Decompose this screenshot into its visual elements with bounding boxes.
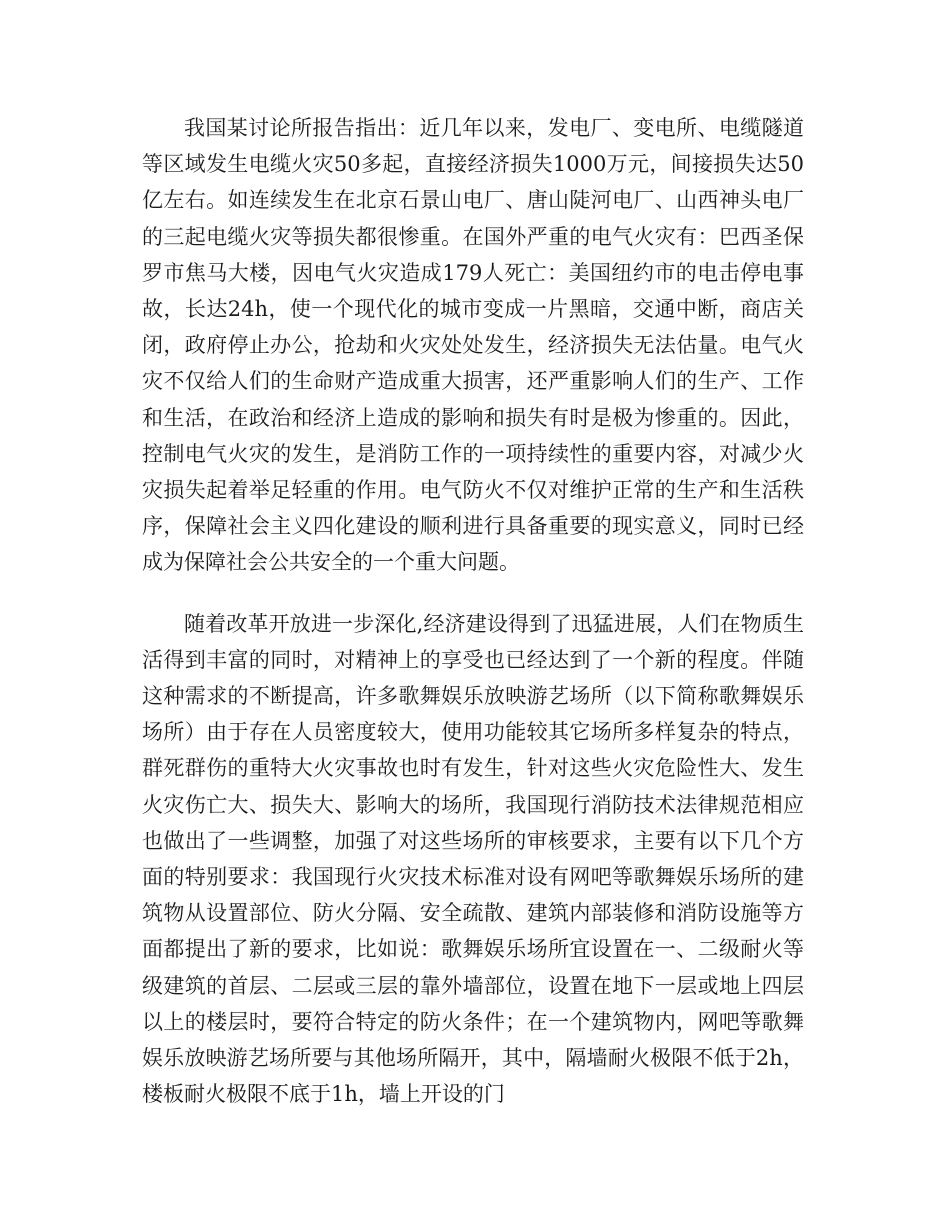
paragraph-electrical-fire-losses: 我国某讨论所报告指出：近几年以来，发电厂、变电所、电缆隧道等区域发生电缆火灾50多起，直接经济损失1000万元，间接损失达50亿左右。如连续发生在北京石景山电厂、唐山陡河电厂、山西神头电厂的三起电缆火灾等损失都很惨重。在国外严重的电气火灾有：巴西圣保罗市焦马大楼，因电气火灾造成179人死亡：美国纽约市的电击停电事故，长达24h，使一个现代化的城市变成一片黑暗，交通中断，商店关闭，政府停止办公，抢劫和火灾处处发生，经济损失无法估量。电气火灾不仅给人们的生命财产造成重大损害，还严重影响人们的生产、工作和生活，在政治和经济上造成的影响和损失有时是极为惨重的。因此，控制电气火灾的发生，是消防工作的一项持续性的重要内容，对减少火灾损失起着举足轻重的作用。电气防火不仅对维护正常的生产和生活秩序，保障社会主义四化建设的顺利进行具备重要的现实意义，同时已经成为保障社会公共安全的一个重大问题。 (142, 116, 804, 575)
document-body (142, 110, 804, 1112)
paragraph-entertainment-venue-requirements: 随着改革开放进一步深化,经济建设得到了迅猛进展，人们在物质生活得到丰富的同时，对精神上的享受也已经达到了一个新的程度。伴随这种需求的不断提高，许多歌舞娱乐放映游艺场所（以下简称歌舞娱乐场所）由于存在人员密度较大，使用功能较其它场所多样复杂的特点，群死群伤的重特大火灾事故也时有发生，针对这些火灾危险性大、发生火灾伤亡大、损失大、影响大的场所，我国现行消防技术法律规范相应也做出了一些调整，加强了对这些场所的审核要求，主要有以下几个方面的特别要求：我国现行火灾技术标准对设有网吧等歌舞娱乐场所的建筑物从设置部位、防火分隔、安全疏散、建筑内部装修和消防设施等方面都提出了新的要求，比如说：歌舞娱乐场所宜设置在一、二级耐火等级建筑的首层、二层或三层的靠外墙部位，设置在地下一层或地上四层以上的楼层时，要符合特定的防火条件；在一个建筑物内，网吧等歌舞娱乐放映游艺场所要与其他场所隔开，其中，隔墙耐火极限不低于2h，楼板耐火极限不底于1h，墙上开设的门 (142, 611, 804, 1107)
